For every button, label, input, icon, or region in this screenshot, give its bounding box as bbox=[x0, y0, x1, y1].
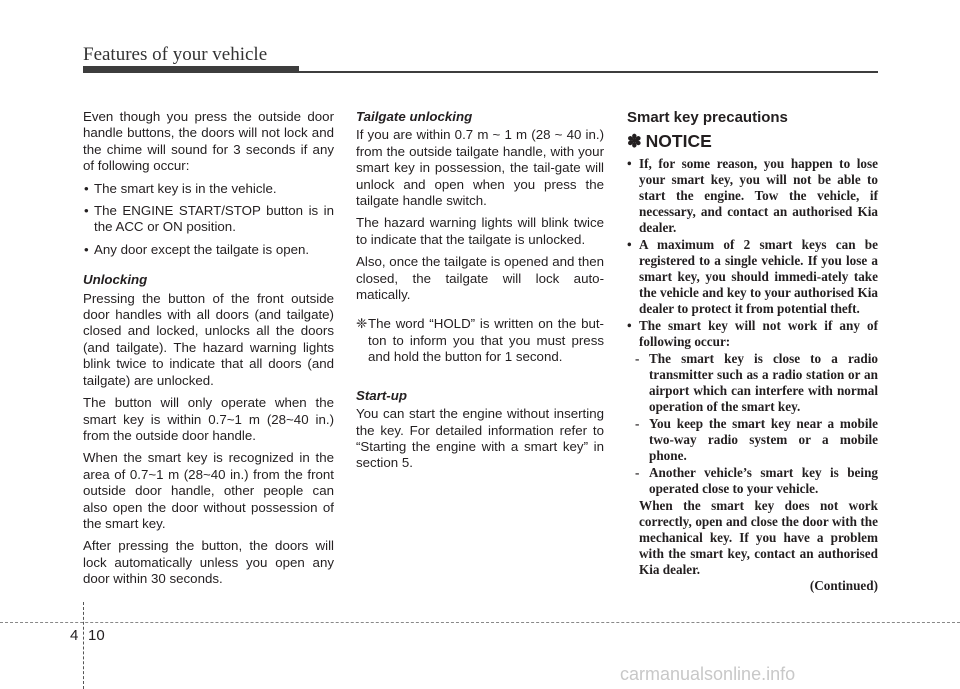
sub-item: - Another vehicle’s smart key is being operated close to your vehicle. bbox=[635, 465, 878, 496]
sub-item: - You keep the smart key near a mobile two-way radio system or a mobile phone. bbox=[635, 416, 878, 463]
notice-title: NOTICE bbox=[645, 131, 712, 151]
page-header-title: Features of your vehicle bbox=[83, 44, 268, 65]
section-heading: Smart key precautions bbox=[627, 109, 788, 126]
start-up-heading: Start-up bbox=[356, 387, 407, 403]
paragraph: You can start the engine without inserting the key. For detailed information refer to “Starting the engine with a smart key” in section 5. bbox=[356, 406, 604, 471]
item-text: If, for some reason, you happen to lose your smart key, you will not be able to start the engine. Tow the vehicle, if necessary, and contact an authorised Kia dealer. bbox=[639, 156, 878, 235]
sub-item-text: You keep the smart key near a mobile two-way radio system or a mobile phone. bbox=[649, 416, 878, 463]
paragraph: When the smart key is recognized in the area of 0.7~1 m (28~40 in.) from the front outside door handle, other people can also open the door without possession of the smart key. bbox=[83, 450, 334, 531]
watermark: carmanualsonline.info bbox=[620, 664, 796, 684]
unlocking-heading: Unlocking bbox=[83, 272, 148, 288]
paragraph: Pressing the button of the front outside door handles with all doors (and tailgate) closed and locked, unlocks all the doors (and tailgate). The hazard warning lights blink twice to indicate that all doors (and tailgate) are unlocked. bbox=[83, 290, 334, 388]
tailgate-unlocking-heading: Tailgate unlocking bbox=[356, 109, 473, 124]
paragraph: After pressing the button, the doors will lock automatically unless you open any door within 30 seconds. bbox=[83, 538, 334, 587]
continued-label: (Continued) bbox=[809, 578, 878, 593]
sub-item-text: Another vehicle’s smart key is being operated close to your vehicle. bbox=[649, 465, 878, 496]
notice-heading bbox=[627, 130, 878, 152]
intro-paragraph: Even though you press the outside door handle buttons, the doors will not lock and the chime will sound for 3 seconds if any of following occur: bbox=[83, 109, 334, 174]
section-number: 4 bbox=[70, 627, 79, 644]
notice-body bbox=[627, 156, 878, 594]
paragraph: Also, once the tailgate is opened and then closed, the tailgate will lock auto-matically. bbox=[356, 254, 604, 303]
column-right bbox=[627, 109, 878, 594]
list-item: • The smart key is in the vehicle. bbox=[83, 181, 334, 197]
item-text: The smart key will not work if any of following occur: bbox=[639, 318, 878, 349]
list-item: • The smart key will not work if any of following occur: bbox=[627, 318, 878, 349]
sub-item-text: The smart key is close to a radio transmitter such as a radio station or an airport which can interfere with normal operation of the smart key. bbox=[649, 351, 878, 414]
list-item: • If, for some reason, you happen to lose your smart key, you will not be able to start the engine. Tow the vehicle, if necessary, and contact an authorised Kia dealer. bbox=[627, 156, 878, 235]
note-marker-icon: ❈ bbox=[356, 316, 368, 332]
note-text: The word “HOLD” is written on the but-ton to inform you that you must press and hold the button for 1 second. bbox=[368, 316, 604, 365]
footer-rule bbox=[0, 622, 960, 623]
header-rule bbox=[83, 71, 878, 73]
sub-item: - The smart key is close to a radio transmitter such as a radio station or an airport which can interfere with normal operation of the smart key. bbox=[635, 351, 878, 414]
list-item: • A maximum of 2 smart keys can be registered to a single vehicle. If you lose a smart key, you should immedi-ately take the vehicle and key to your authorised Kia dealer to protect it from potential theft. bbox=[627, 237, 878, 316]
notice-star-icon: ✽ bbox=[627, 131, 642, 151]
column-left bbox=[83, 109, 334, 594]
list-item: • Any door except the tailgate is open. bbox=[83, 242, 334, 258]
list-item: • The ENGINE START/STOP button is in the ACC or ON position. bbox=[83, 203, 334, 236]
column-middle bbox=[356, 109, 604, 478]
page-number: 10 bbox=[88, 627, 105, 644]
item-text: A maximum of 2 smart keys can be registered to a single vehicle. If you lose a smart key, you should immedi-ately take the vehicle and key to your authorised Kia dealer to protect it from potential theft. bbox=[639, 237, 878, 316]
hold-note bbox=[356, 316, 604, 365]
paragraph: The button will only operate when the smart key is within 0.7~1 m (28~40 in.) from the outside door handle. bbox=[83, 395, 334, 443]
paragraph: If you are within 0.7 m ~ 1 m (28 ~ 40 in.) from the outside tailgate handle, with your smart key in possession, the tail-gate will unlock and open when you press the tailgate handle switch. bbox=[356, 127, 604, 209]
paragraph: When the smart key does not work correctly, open and close the door with the mechanical key. If you have a problem with the smart key, contact an authorised Kia dealer. bbox=[639, 498, 878, 577]
conditions-list bbox=[83, 181, 334, 259]
footer-divider bbox=[83, 602, 84, 689]
paragraph: The hazard warning lights will blink twice to indicate that the tailgate is unlocked. bbox=[356, 215, 604, 247]
